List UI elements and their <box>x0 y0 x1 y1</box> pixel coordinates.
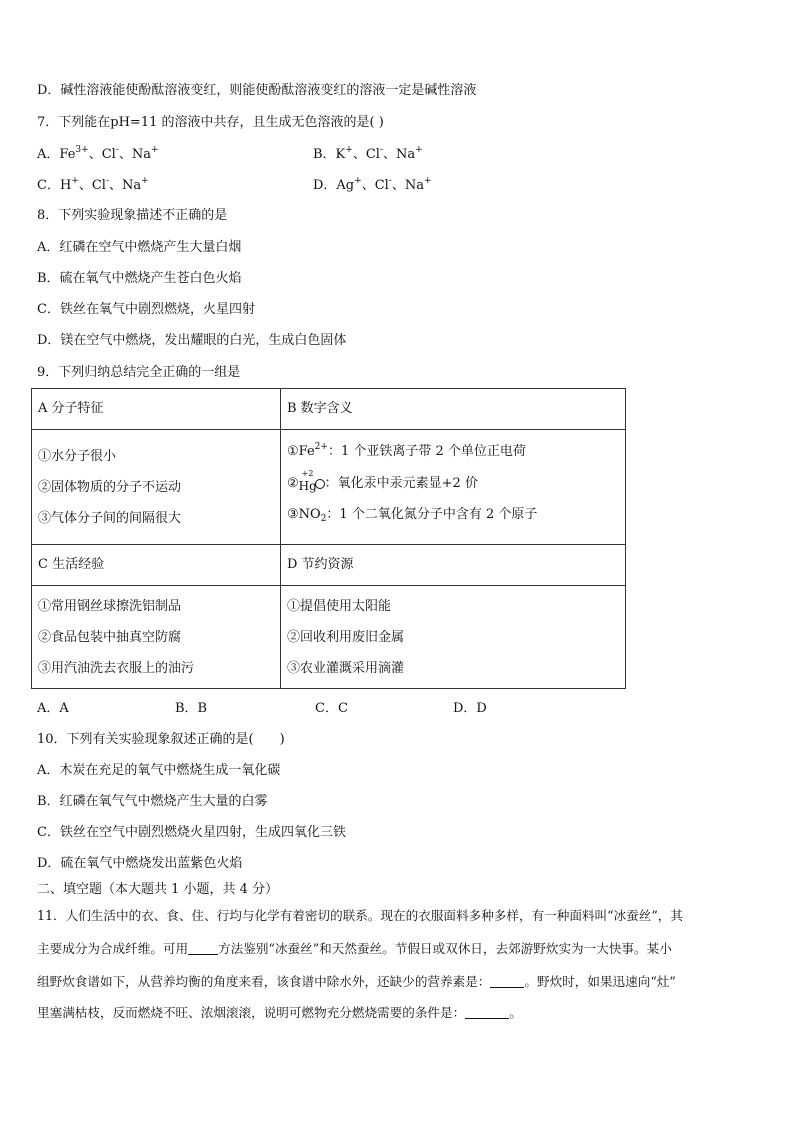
q9-cell-c-body <box>32 586 281 689</box>
q11-line-2: 主要成分为合成纤维。可用 方法鉴别“冰蚕丝”和天然蚕丝。节假日或双休日，去郊游野炊实为一大快事。某小 <box>37 941 672 956</box>
q9-option-c: C．C <box>315 701 348 716</box>
answer-blank[interactable] <box>490 975 524 988</box>
q9-c-item: ②食品包装中抽真空防腐 <box>38 630 182 645</box>
q11-line-4: 里塞满枯枝，反而燃烧不旺、浓烟滚滚，说明可燃物充分燃烧需要的条件是： 。 <box>37 1005 522 1020</box>
q7-option-b: B．K+、Cl-、Na+ <box>313 145 423 162</box>
q8-stem: 8．下列实验现象描述不正确的是 <box>37 208 228 223</box>
answer-blank[interactable] <box>465 1006 509 1019</box>
q10-option-d: D．硫在氧气中燃烧发出蓝紫色火焰 <box>37 856 243 871</box>
q7-option-d: D．Ag+、Cl-、Na+ <box>313 176 432 193</box>
q9-cell-a-body <box>32 430 281 545</box>
q11-line-3: 组野炊食谱如下，从营养均衡的角度来看，该食谱中除水外，还缺少的营养素是： 。野炊时，如果迅速向“灶” <box>37 974 676 989</box>
q9-b-item-3: $③NO_2$：1 个二氧化氮分子中含有 2 个原子 <box>287 507 538 524</box>
q9-c-item: ③用汽油洗去衣服上的油污 <box>38 661 195 676</box>
q9-cell-d-head: D 节约资源 <box>281 545 626 586</box>
section-heading: 二、填空题（本大题共 1 小题，共 4 分） <box>37 882 279 897</box>
q9-cell-a-head: A 分子特征 <box>32 389 281 430</box>
q9-c-item: ①常用钢丝球擦洗铝制品 <box>38 599 182 614</box>
answer-blank[interactable] <box>188 942 218 955</box>
q9-option-b: B．B <box>175 701 208 716</box>
q9-b-item-2: ② +2 Hg ：氧化汞中汞元素显+2 价 <box>287 469 478 493</box>
q8-option-a: A．红磷在空气中燃烧产生大量白烟 <box>37 240 242 255</box>
q6-option-d: D．碱性溶液能使酚酞溶液变红，则能使酚酞溶液变红的溶液一定是碱性溶液 <box>37 83 477 98</box>
q11-line-1: 11．人们生活中的衣、食、住、行均与化学有着密切的联系。现在的衣服面料多种多样，有一种面料叫“冰蚕丝”，其 <box>37 908 683 923</box>
oxidation-state-symbol: +2 Hg <box>299 474 325 490</box>
q9-option-d: D．D <box>453 701 487 716</box>
q8-option-c: C．铁丝在氧气中剧烈燃烧，火星四射 <box>37 302 255 317</box>
q9-b-item-1: $①Fe^{2+}$：1 个亚铁离子带 2 个单位正电荷 <box>287 442 526 459</box>
q9-a-item: ③气体分子间的间隔很大 <box>38 511 182 526</box>
q10-option-b: B．红磷在氧气气中燃烧产生大量的白雾 <box>37 794 268 809</box>
q7-option-a: A．$Fe^{3+}$、Cl-、Na+ <box>37 145 159 162</box>
q10-option-a: A．木炭在充足的氧气中燃烧生成一氧化碳 <box>37 763 281 778</box>
q9-d-item: ③农业灌溉采用滴灌 <box>287 661 405 676</box>
q10-stem: 10．下列有关实验现象叙述正确的是( ) <box>37 732 285 747</box>
q9-table <box>31 388 626 689</box>
q9-cell-c-head: C 生活经验 <box>32 545 281 586</box>
q7-stem: 7．下列能在pH=11 的溶液中共存，且生成无色溶液的是( ) <box>37 115 384 130</box>
q9-a-item: ②固体物质的分子不运动 <box>38 480 182 495</box>
q9-cell-d-body <box>281 586 626 689</box>
q9-cell-b-head: B 数字含义 <box>281 389 626 430</box>
q8-option-d: D．镁在空气中燃烧，发出耀眼的白光，生成白色固体 <box>37 333 347 348</box>
q9-d-item: ②回收利用废旧金属 <box>287 630 405 645</box>
q7-option-c: C．H+、Cl-、Na+ <box>37 176 149 193</box>
q8-option-b: B．硫在氧气中燃烧产生苍白色火焰 <box>37 271 242 286</box>
q9-stem: 9．下列归纳总结完全正确的一组是 <box>37 365 241 380</box>
q9-cell-b-body <box>281 430 626 545</box>
q10-option-c: C．铁丝在空气中剧烈燃烧火星四射，生成四氧化三铁 <box>37 825 346 840</box>
q9-a-item: ①水分子很小 <box>38 449 117 464</box>
q9-d-item: ①提倡使用太阳能 <box>287 599 392 614</box>
q9-option-a: A．A <box>37 701 69 716</box>
